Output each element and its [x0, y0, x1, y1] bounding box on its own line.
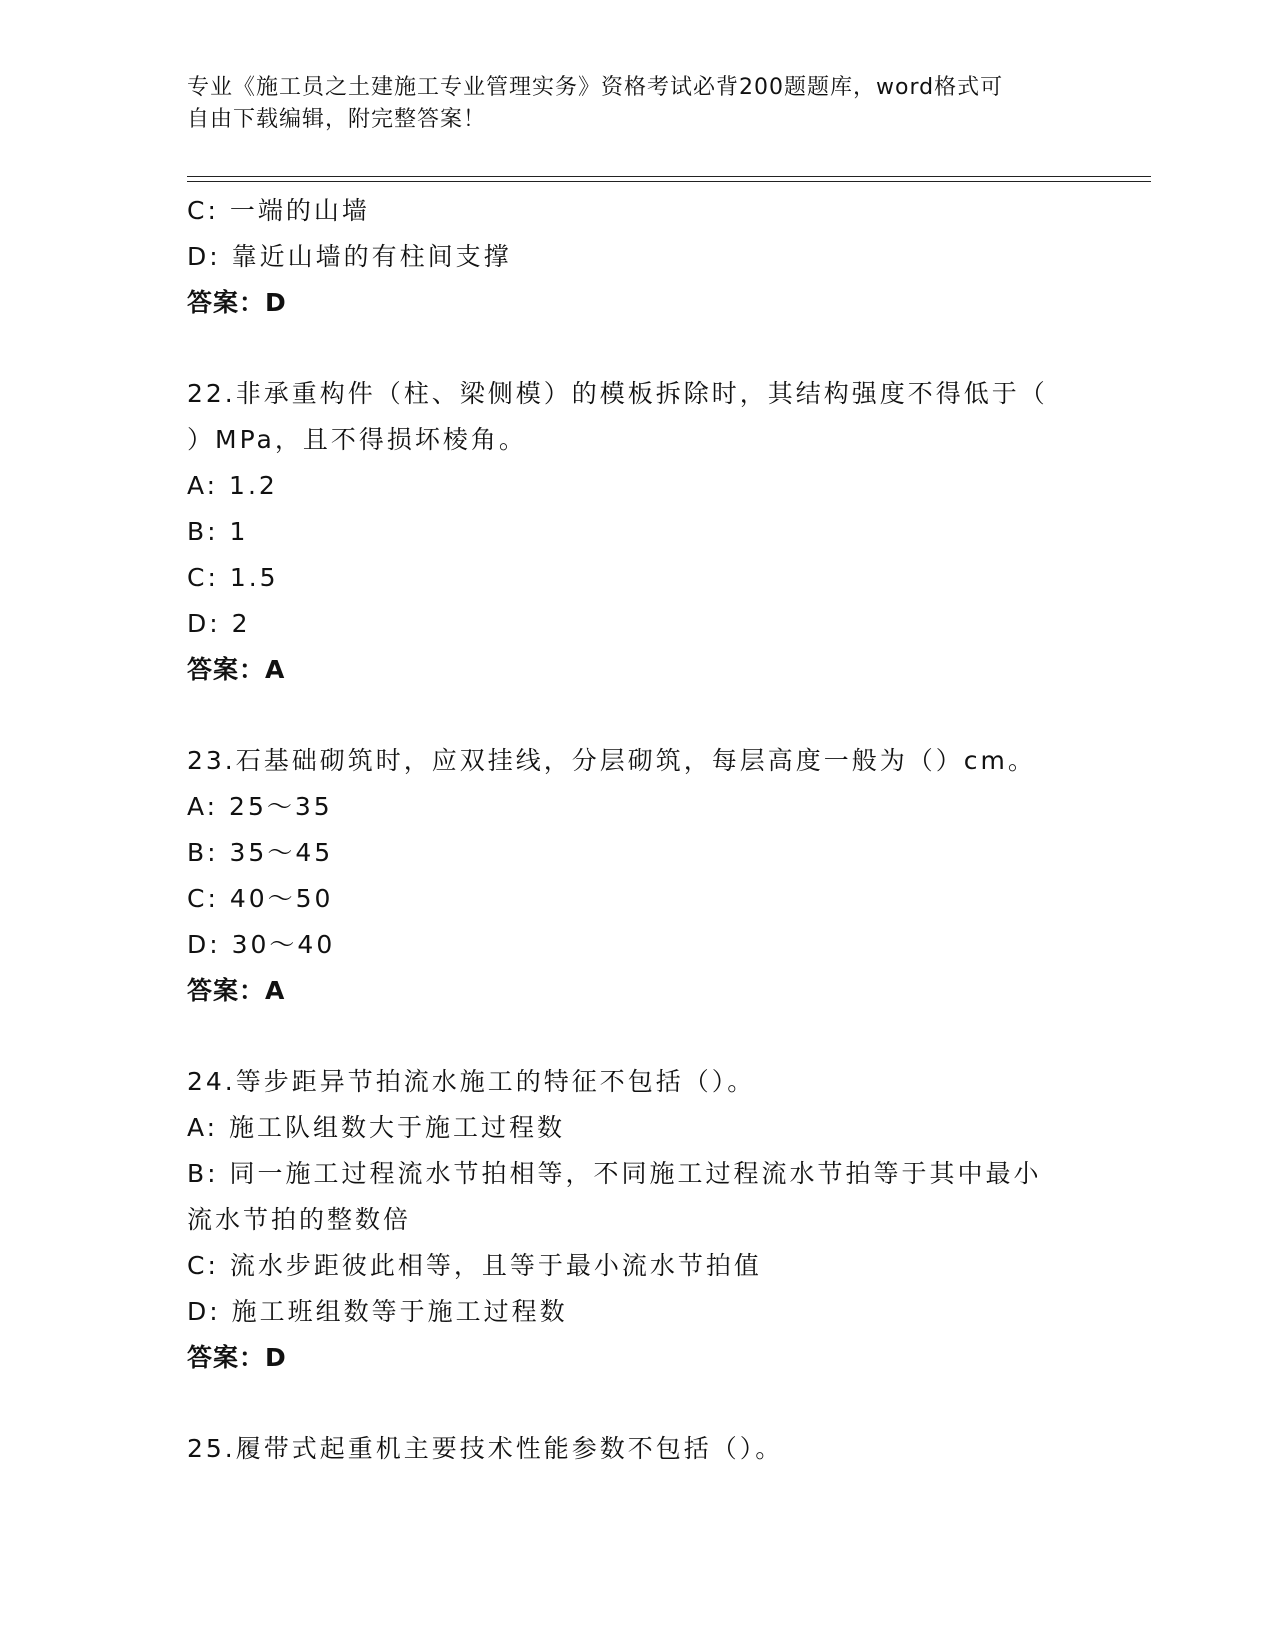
question-22-option-b: B: 1: [187, 517, 249, 546]
question-23-option-b: B: 35～45: [187, 838, 334, 867]
question-24-option-b-continued: 流水节拍的整数倍: [187, 1205, 412, 1234]
question-23-option-c: C: 40～50: [187, 884, 334, 913]
header-divider-bottom: [187, 181, 1151, 182]
question-spacer: [187, 1381, 1087, 1426]
header-line-2: 自由下载编辑，附完整答案！: [187, 107, 487, 132]
header-line-1: 专业《施工员之土建施工专业管理实务》资格考试必背200题题库，word格式可: [187, 75, 1004, 100]
answer-line: 答案：D: [187, 288, 287, 317]
question-22-option-c: C: 1.5: [187, 563, 279, 592]
question-spacer: [187, 1014, 1087, 1059]
option-c: C: 一端的山墙: [187, 196, 370, 225]
option-d: D: 靠近山墙的有柱间支撑: [187, 242, 512, 271]
question-22-stem-continued: ）MPa，且不得损坏棱角。: [187, 425, 527, 454]
question-list: [187, 188, 1087, 1472]
question-spacer: [187, 693, 1087, 738]
question-23-option-a: A: 25～35: [187, 792, 333, 821]
question-24-option-c: C: 流水步距彼此相等，且等于最小流水节拍值: [187, 1251, 762, 1280]
document-header: [187, 72, 1067, 136]
question-23-answer: 答案：A: [187, 976, 286, 1005]
question-24-option-a: A: 施工队组数大于施工过程数: [187, 1113, 566, 1142]
question-24-stem: 24.等步距异节拍流水施工的特征不包括（）。: [187, 1067, 756, 1096]
question-22-answer: 答案：A: [187, 655, 286, 684]
question-24-answer: 答案：D: [187, 1343, 287, 1372]
question-22-stem: 22.非承重构件（柱、梁侧模）的模板拆除时，其结构强度不得低于（: [187, 379, 1048, 408]
header-divider-top: [187, 176, 1151, 177]
question-24-option-b: B: 同一施工过程流水节拍相等，不同施工过程流水节拍等于其中最小: [187, 1159, 1042, 1188]
question-23-option-d: D: 30～40: [187, 930, 336, 959]
question-25-stem: 25.履带式起重机主要技术性能参数不包括（）。: [187, 1434, 784, 1463]
question-22-option-a: A: 1.2: [187, 471, 278, 500]
question-22-option-d: D: 2: [187, 609, 251, 638]
question-23-stem: 23.石基础砌筑时，应双挂线，分层砌筑，每层高度一般为（）cm。: [187, 746, 1036, 775]
question-spacer: [187, 326, 1087, 371]
question-24-option-d: D: 施工班组数等于施工过程数: [187, 1297, 568, 1326]
